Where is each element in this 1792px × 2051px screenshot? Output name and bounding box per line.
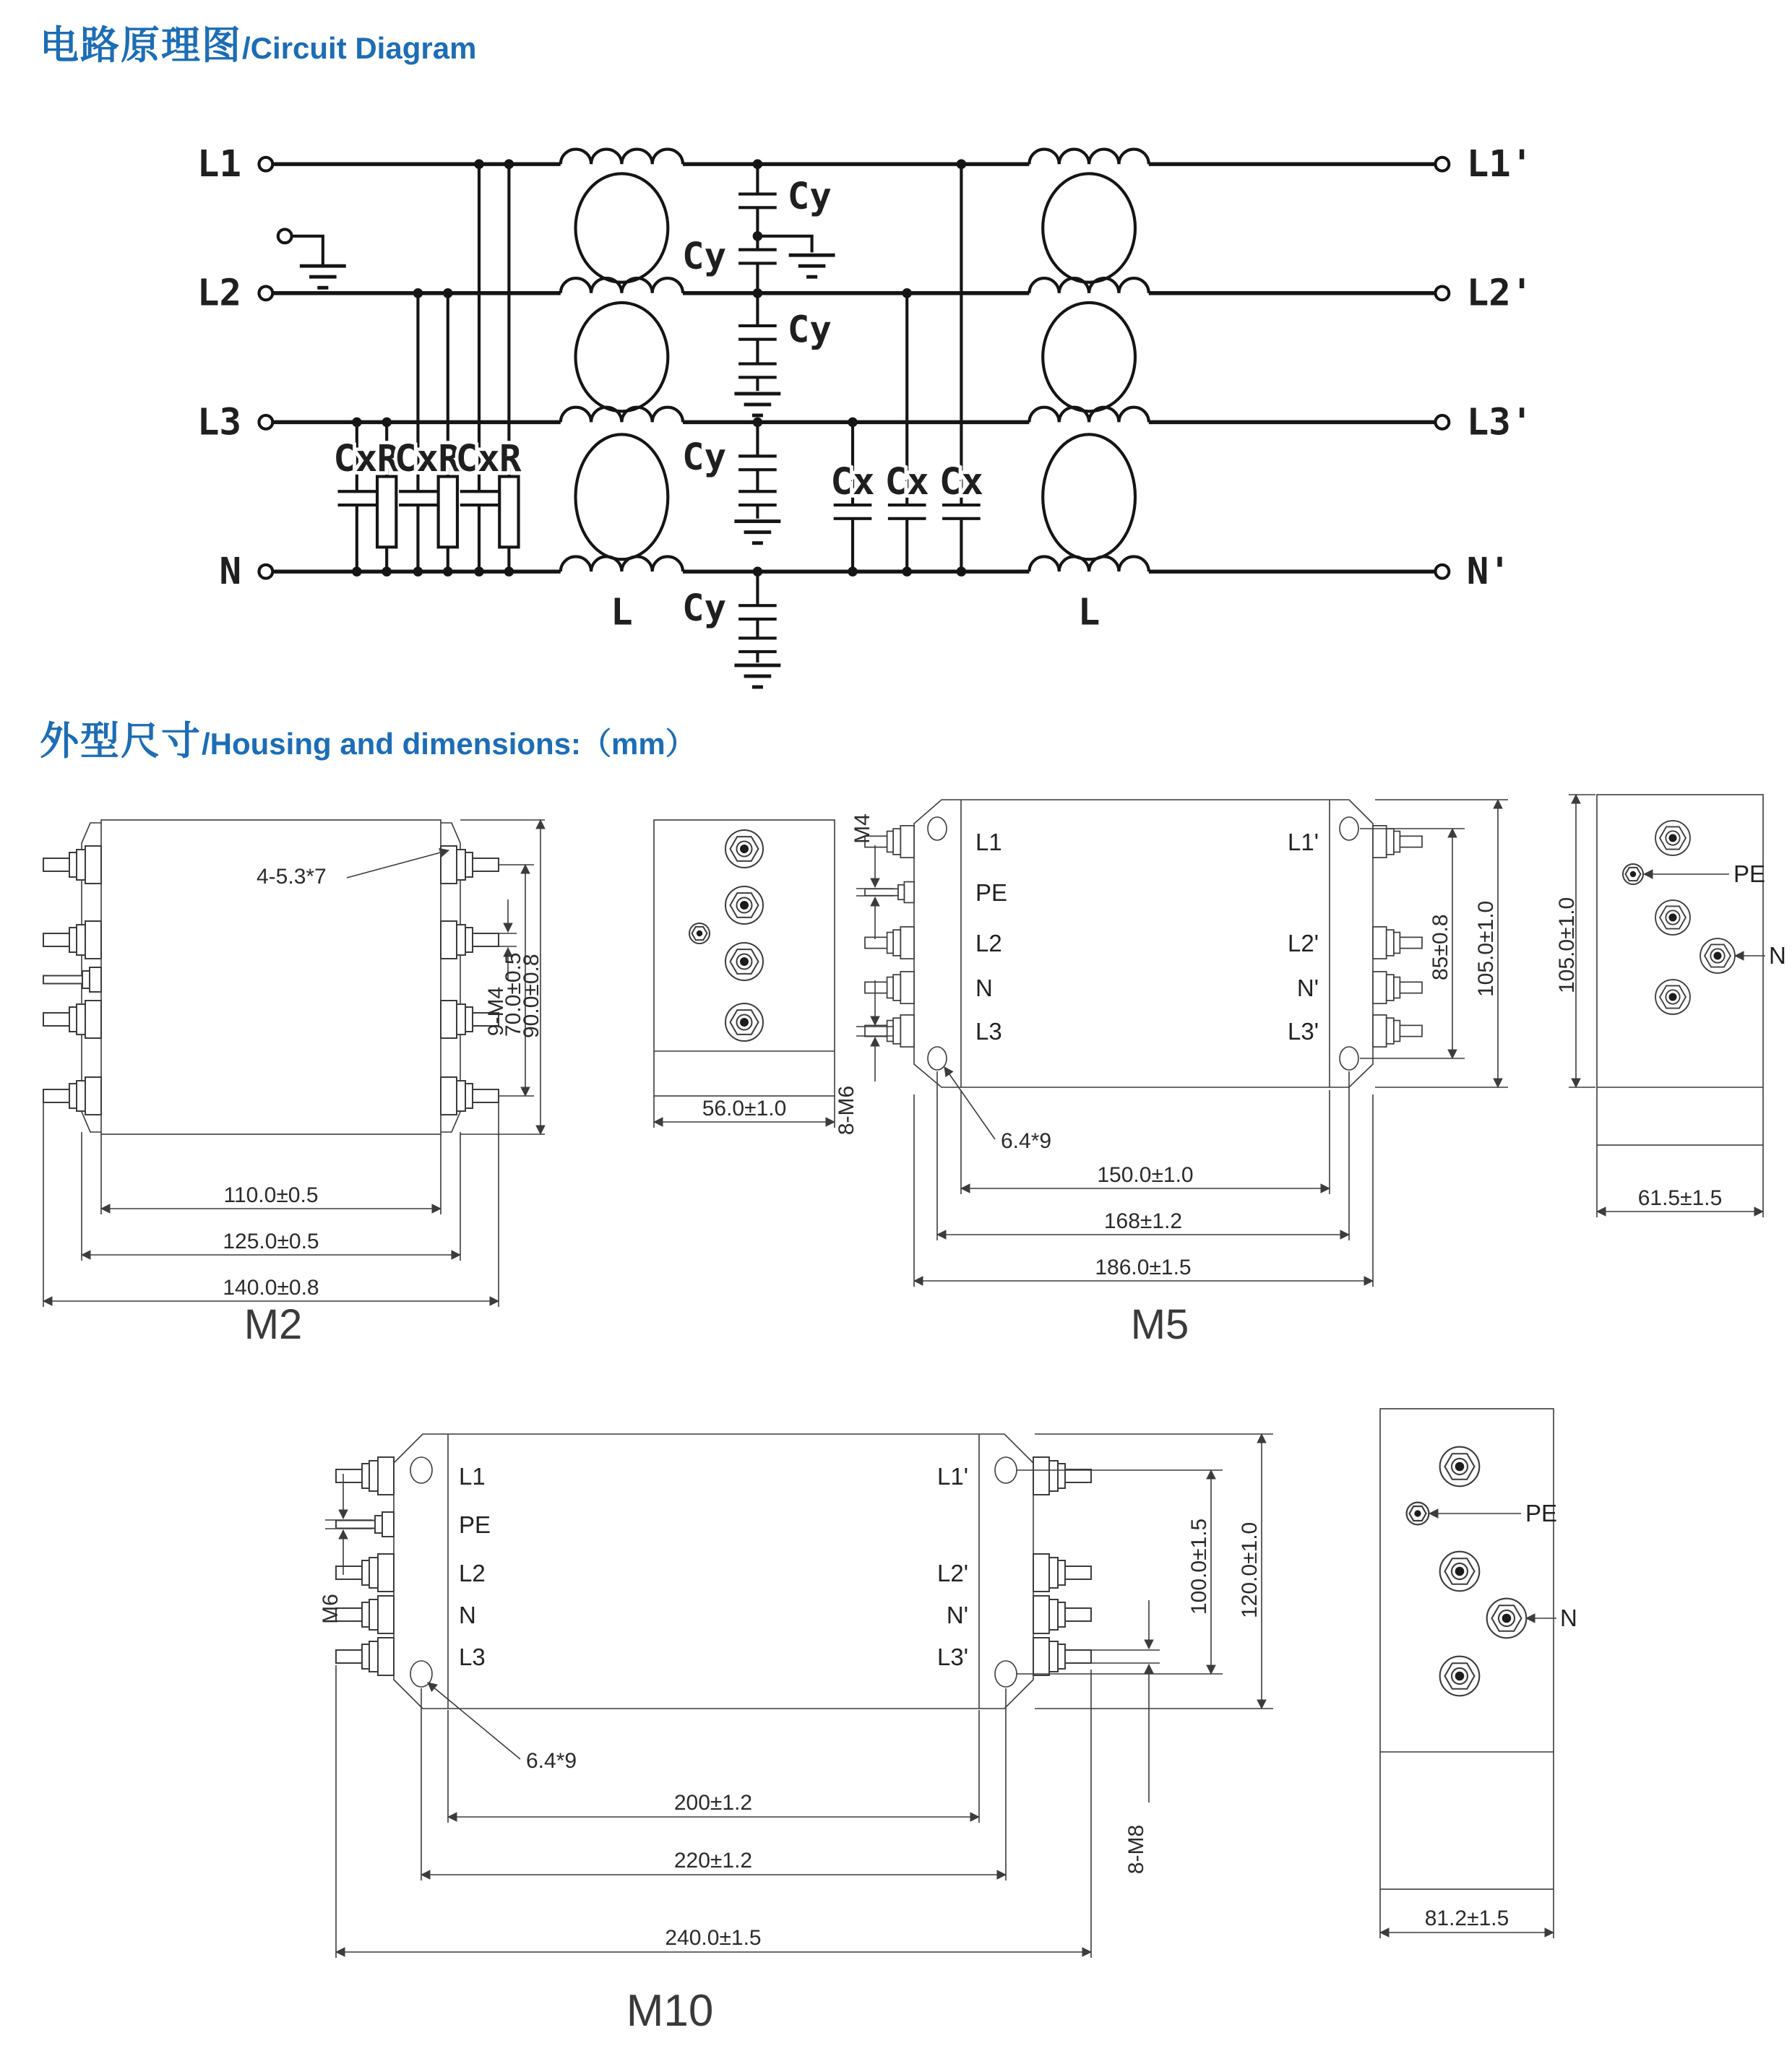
m5-dim-inner-width: 150.0±1.0 — [1097, 1163, 1194, 1187]
rail-label-l3-out: L3' — [1466, 400, 1533, 444]
circuit-section-heading — [40, 14, 476, 70]
cy-label: Cy — [682, 586, 727, 629]
m5-term-l2: L2 — [975, 930, 1002, 957]
m5-term-l3p: L3' — [1287, 1018, 1319, 1045]
junction-dots — [352, 159, 966, 577]
m2-side-view — [636, 813, 853, 1152]
m5-side-dim-height: 105.0±1.0 — [1555, 897, 1579, 993]
m2-slot-note: 4-5.3*7 — [257, 865, 327, 889]
m5-term-np: N' — [1296, 975, 1319, 1001]
m2-stud-note: 9-M4 — [484, 986, 508, 1037]
m5-side-view — [1555, 784, 1788, 1246]
m5-dim-height: 105.0±1.0 — [1474, 900, 1498, 997]
m5-stud-note: 8-M6 — [835, 1085, 858, 1136]
m5-left-terminals — [865, 826, 914, 1047]
m5-term-l1: L1 — [975, 829, 1002, 855]
m5-term-l2p: L2' — [1287, 930, 1319, 957]
m5-side-pe-label: PE — [1733, 860, 1766, 887]
choke-stage-2 — [1029, 150, 1148, 634]
m10-side-n-label: N — [1560, 1605, 1577, 1631]
m5-side-dim-depth: 61.5±1.5 — [1637, 1186, 1723, 1210]
m10-side-pe-label: PE — [1525, 1500, 1558, 1527]
m10-dim-overall-width: 240.0±1.5 — [665, 1926, 762, 1950]
m10-dim-hole-span: 100.0±1.5 — [1187, 1518, 1211, 1615]
m2-dim-height: 90.0±0.8 — [520, 954, 543, 1038]
circuit-diagram — [173, 76, 1532, 698]
m5-side-n-label: N — [1769, 942, 1786, 969]
m2-caption: M2 — [244, 1301, 303, 1348]
housing-heading-zh: 外型尺寸 — [40, 720, 202, 763]
m10-term-l1: L1 — [459, 1463, 486, 1490]
m5-dim-overall-width: 186.0±1.5 — [1095, 1256, 1192, 1279]
m5-front-view — [827, 784, 1564, 1347]
m2-dim-flange-width: 125.0±0.5 — [223, 1230, 319, 1253]
choke-label: L — [1077, 590, 1100, 634]
cy-label: Cy — [682, 436, 727, 479]
m2-right-terminals — [441, 846, 499, 1115]
m10-left-terminals — [336, 1457, 394, 1675]
m5-term-l1p: L1' — [1287, 829, 1319, 855]
m5-right-terminals — [1373, 826, 1422, 1047]
m5-dim-hole-span: 85±0.8 — [1429, 914, 1452, 980]
rail-label-l2: L2 — [197, 271, 242, 314]
m10-term-pe: PE — [459, 1511, 491, 1538]
cy-label: Cy — [787, 175, 832, 218]
choke-label: L — [611, 590, 633, 634]
cx-label: Cx — [830, 460, 875, 504]
cx-output-network — [830, 164, 983, 571]
r-label: R — [499, 437, 522, 480]
m10-caption: M10 — [626, 1986, 714, 2036]
cx-r-network — [333, 164, 522, 571]
m10-pe-stud-note: M6 — [319, 1594, 343, 1624]
m10-term-l2: L2 — [459, 1560, 486, 1586]
m10-front-view — [303, 1398, 1358, 2041]
m10-term-n: N — [459, 1602, 476, 1628]
m2-dim-depth: 56.0±1.0 — [702, 1097, 787, 1121]
r-label: R — [438, 437, 460, 480]
circuit-heading-en: /Circuit Diagram — [242, 31, 477, 65]
rail-label-l1: L1 — [197, 142, 242, 186]
m5-caption: M5 — [1130, 1301, 1189, 1348]
cx-label: Cx — [455, 437, 500, 480]
m2-front-view — [40, 813, 546, 1347]
m10-term-l3p: L3' — [936, 1644, 968, 1670]
m5-term-l3: L3 — [975, 1018, 1002, 1045]
m10-term-np: N' — [946, 1602, 968, 1628]
housing-heading-en: /Housing and dimensions:（mm） — [202, 727, 696, 761]
rail-label-l1-out: L1' — [1466, 142, 1533, 186]
housing-section-heading — [40, 710, 696, 766]
rail-label-l3: L3 — [197, 400, 242, 444]
rail-label-l2-out: L2' — [1466, 271, 1533, 314]
m2-dim-overall-width: 140.0±0.8 — [223, 1276, 319, 1300]
m10-term-l3: L3 — [459, 1644, 486, 1670]
cy-label: Cy — [682, 234, 727, 277]
m2-dim-terminal-span: 70.0±0.5 — [501, 952, 525, 1037]
choke-stage-1 — [561, 150, 683, 634]
m10-term-l1p: L1' — [936, 1463, 968, 1490]
m10-side-view — [1358, 1398, 1582, 1969]
ground-symbol-icon — [300, 266, 346, 288]
m2-dim-body-width: 110.0±0.5 — [223, 1183, 319, 1207]
m5-hole-note: 6.4*9 — [1001, 1129, 1052, 1153]
cy-label: Cy — [787, 308, 832, 351]
m10-hole-note: 6.4*9 — [526, 1749, 577, 1773]
earth-input — [292, 236, 346, 288]
m5-term-pe: PE — [975, 879, 1008, 906]
rail-label-n-out: N' — [1466, 550, 1511, 593]
m2-left-terminals — [43, 846, 101, 1115]
m10-dim-inner-width: 200±1.2 — [673, 1791, 753, 1815]
circuit-heading-zh: 电路原理图 — [40, 24, 242, 67]
cx-label: Cx — [394, 437, 439, 480]
m5-dim-hole-width: 168±1.2 — [1103, 1209, 1183, 1233]
rail-label-n: N — [219, 550, 242, 593]
r-label: R — [376, 437, 400, 480]
m10-right-terminals — [1033, 1457, 1091, 1675]
m10-term-l2p: L2' — [936, 1560, 968, 1586]
m10-side-dim-depth: 81.2±1.5 — [1424, 1907, 1509, 1930]
m10-dim-height: 120.0±1.0 — [1238, 1521, 1262, 1618]
cx-label: Cx — [939, 460, 983, 504]
m5-term-n: N — [975, 975, 993, 1001]
m5-pe-stud-note: M4 — [850, 813, 874, 844]
cx-label: Cx — [884, 460, 929, 504]
m10-dim-hole-width: 220±1.2 — [673, 1849, 753, 1873]
m10-stud-note: 8-M8 — [1124, 1824, 1148, 1875]
cx-label: Cx — [333, 437, 378, 480]
